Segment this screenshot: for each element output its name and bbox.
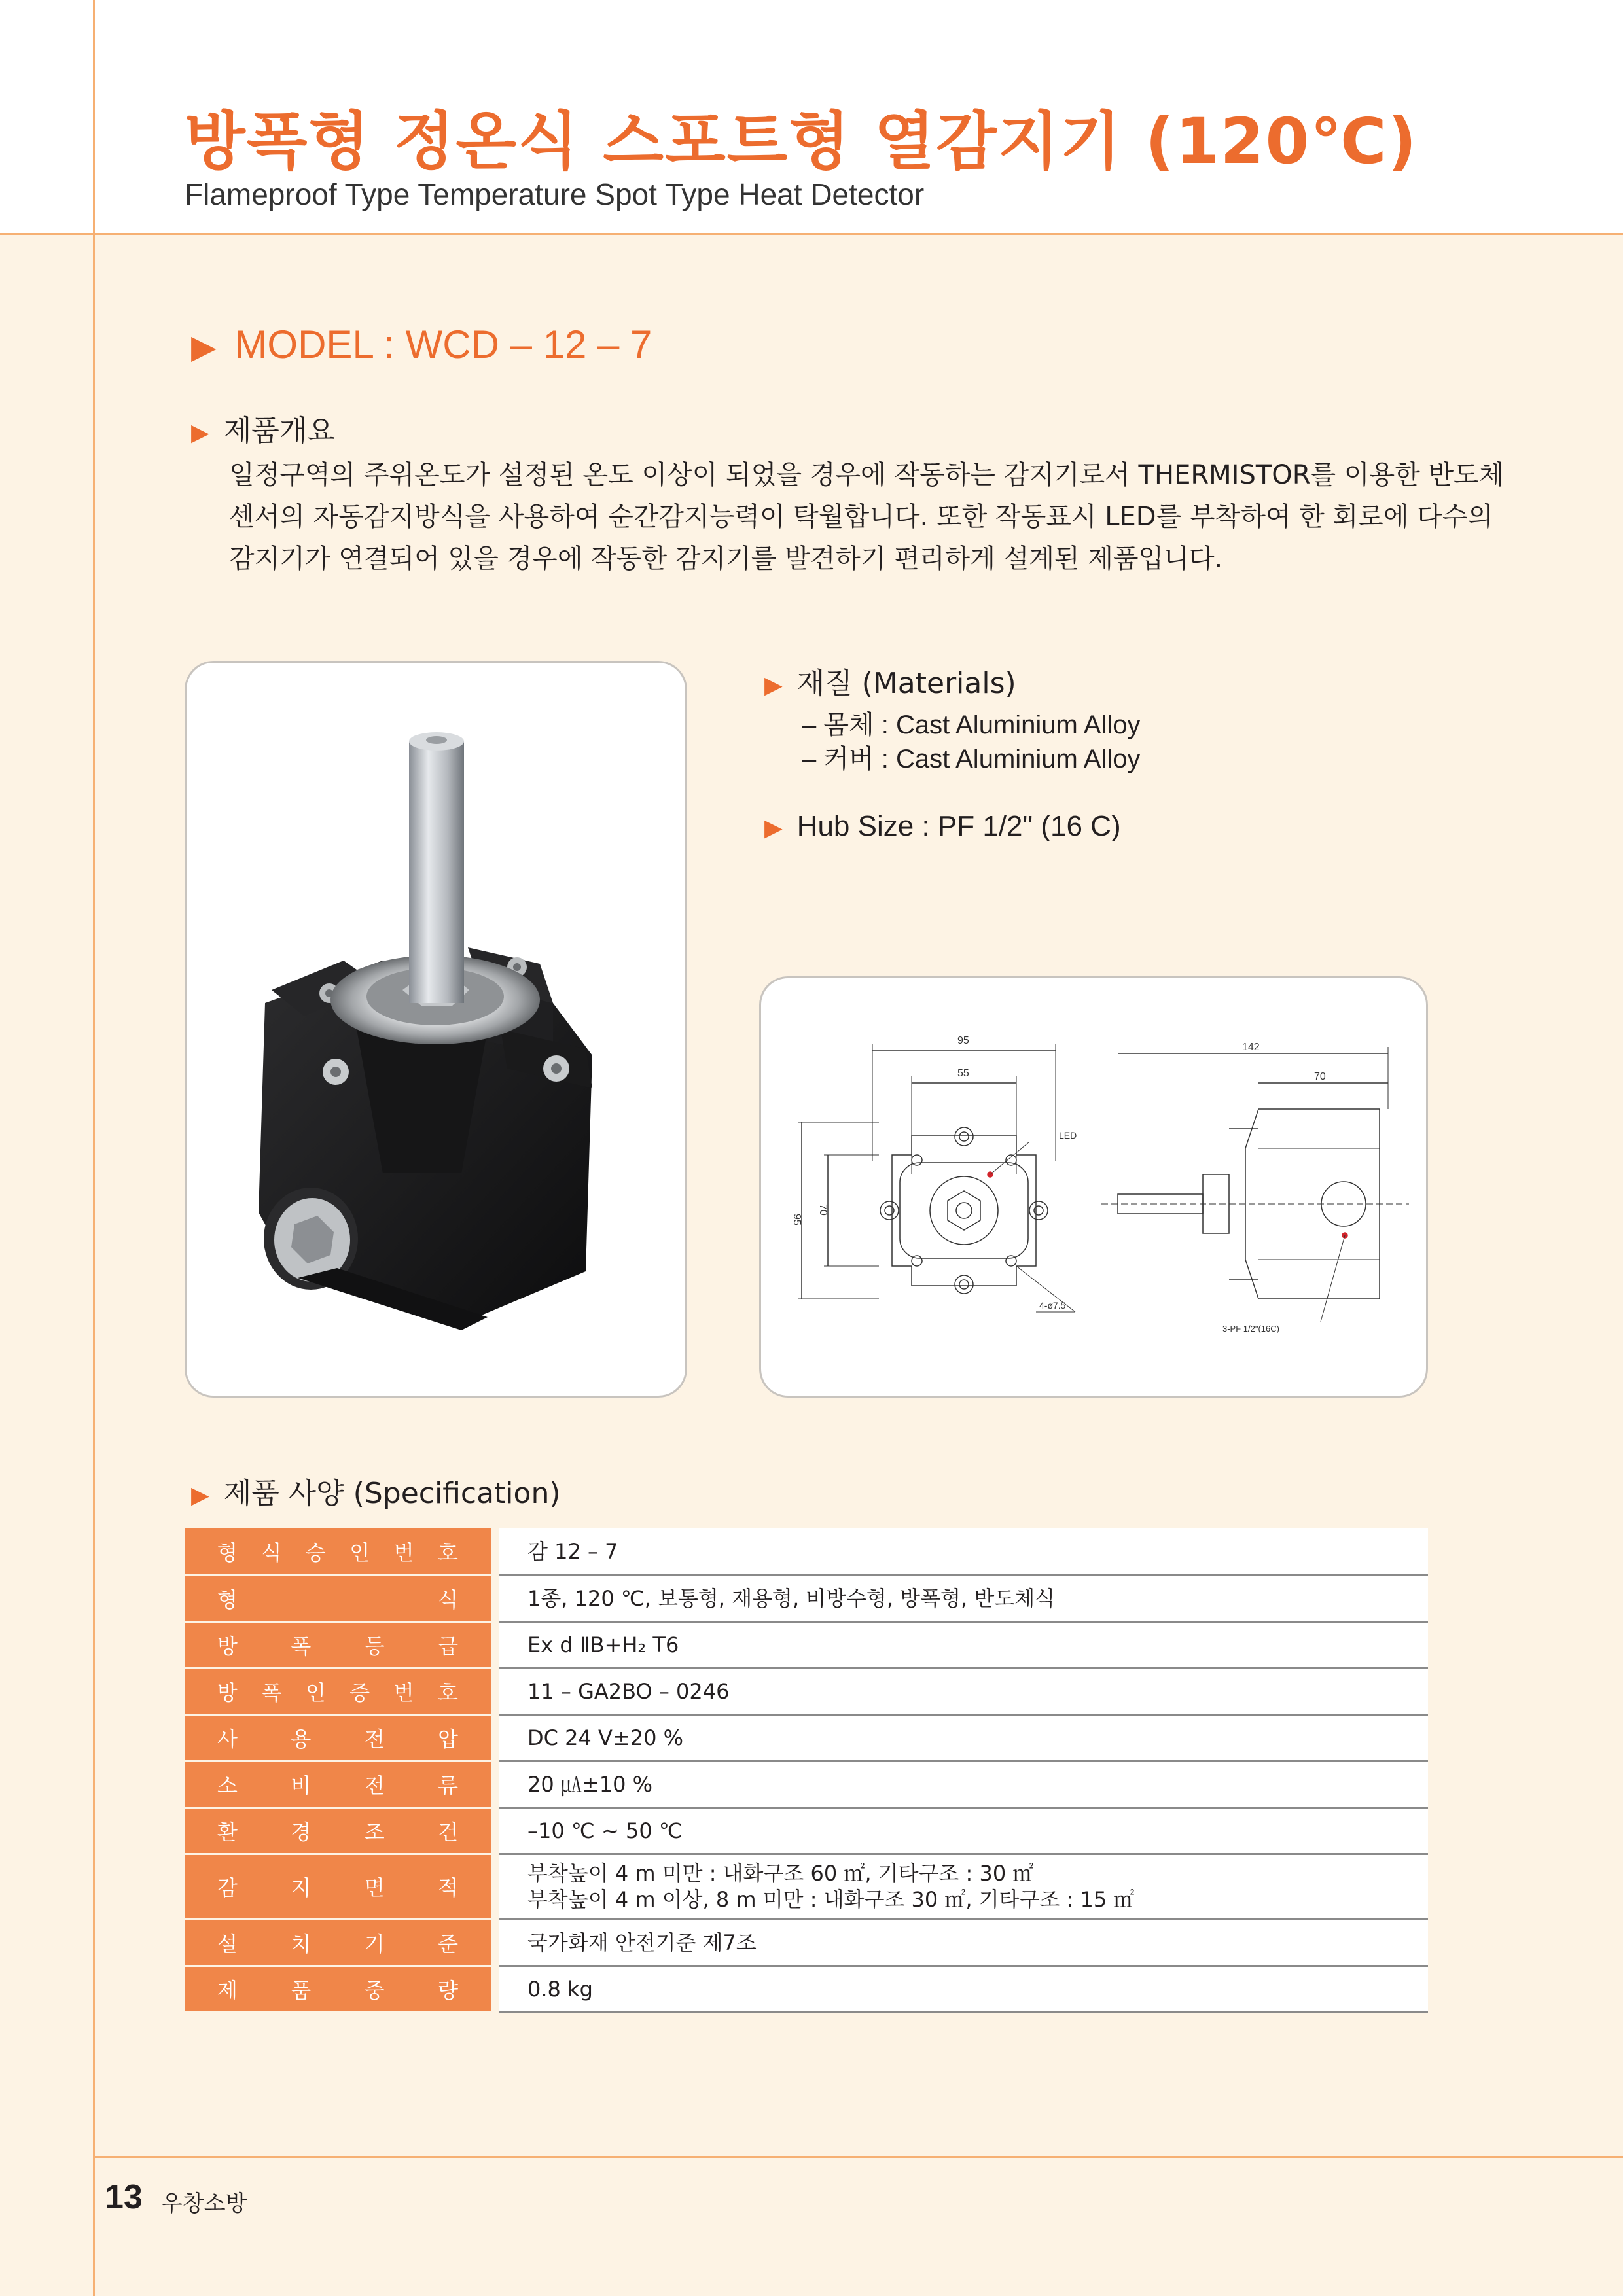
spec-label: [185, 1714, 491, 1761]
led-label: LED: [1059, 1130, 1077, 1140]
overview-line: 감지기가 연결되어 있을 경우에 작동한 감지기를 발견하기 편리하게 설계된 제품입니다.: [229, 544, 1223, 574]
model-heading: [191, 322, 652, 367]
spec-label: [185, 1668, 491, 1714]
spec-label-char: 인: [305, 1680, 326, 1705]
front-view-center: [956, 1203, 972, 1218]
spec-label: [185, 1621, 491, 1668]
spec-label-char: 폭: [291, 1633, 312, 1659]
mount-hole: [1029, 1201, 1048, 1220]
company-name: 우창소방: [161, 2191, 247, 2217]
spec-label: [185, 1807, 491, 1854]
spec-value: [499, 1919, 1428, 1966]
spec-label-char: 감: [217, 1875, 238, 1900]
spec-label-char: 등: [364, 1633, 385, 1659]
spec-value: [499, 1761, 1428, 1807]
spec-value-line: 부착높이 4 m 이상, 8 m 미만 : 내화구조 30 ㎡, 기타구조 : 15 ㎡: [527, 1887, 1135, 1912]
spec-label-char: 방: [217, 1633, 238, 1659]
mount-hole: [1034, 1206, 1043, 1215]
page-subtitle: Flameproof Type Temperature Spot Type Heat Detector: [185, 177, 925, 211]
spec-label-char: 기: [364, 1931, 385, 1956]
spec-label: [185, 1761, 491, 1807]
dim-label: 95: [791, 1214, 802, 1226]
spec-value-line: Ex d ⅡB+H₂ T6: [527, 1632, 679, 1657]
materials-item: – 몸체 : Cast Aluminium Alloy: [802, 711, 1141, 739]
spec-label-char: 증: [349, 1680, 370, 1705]
dim-label: 55: [957, 1068, 969, 1079]
spec-value: [499, 1528, 1428, 1575]
spec-value-line: 1종, 120 ℃, 보통형, 재용형, 비방수형, 방폭형, 반도체식: [527, 1585, 1056, 1611]
overview-text: [229, 454, 1505, 580]
model-text: MODEL : WCD – 12 – 7: [234, 323, 652, 366]
screw-hole: [912, 1155, 922, 1165]
spec-label-char: 지: [291, 1875, 312, 1900]
front-view-ring: [930, 1176, 998, 1245]
spec-row: [185, 1919, 1428, 1966]
spec-label-char: 적: [438, 1875, 458, 1900]
materials-list: [802, 708, 1140, 776]
spec-gap: [491, 1966, 499, 2012]
spec-label-char: 조: [364, 1819, 385, 1845]
spec-label-char: 면: [364, 1875, 385, 1900]
holes-label: 4-ø7.5: [1039, 1300, 1066, 1311]
spec-label-char: 번: [393, 1680, 414, 1705]
overview-heading: [191, 407, 335, 449]
spec-value-line: 국가화재 안전기준 제7조: [527, 1930, 757, 1955]
spec-heading-text: 제품 사양 (Specification): [223, 1477, 561, 1510]
mount-hole: [955, 1127, 973, 1146]
triangle-bullet-icon: ▶: [764, 814, 783, 841]
spec-label-char: 형: [217, 1540, 238, 1565]
spec-label-char: 압: [438, 1726, 458, 1752]
footer-divider: [93, 2156, 1623, 2158]
page-title: 방폭형 정온식 스포트형 열감지기 (120℃): [185, 105, 1418, 178]
materials-heading: [764, 660, 1016, 701]
dimension-drawing: [761, 978, 1428, 1398]
spec-row: [185, 1621, 1428, 1668]
spec-label: [185, 1528, 491, 1575]
spec-value-line: DC 24 V±20 %: [527, 1725, 684, 1750]
hub-size-heading: [764, 810, 1121, 843]
dimension-drawing-frame: [759, 976, 1428, 1398]
product-photo-frame: [185, 661, 687, 1398]
spec-gap: [491, 1919, 499, 1966]
materials-heading-text: 재질 (Materials): [796, 667, 1016, 700]
spec-gap: [491, 1807, 499, 1854]
mount-hole: [959, 1132, 969, 1141]
leader-line: [1321, 1235, 1345, 1322]
hub-note-label: 3-PF 1/2"(16C): [1222, 1324, 1279, 1333]
spec-table-body: [185, 1528, 1428, 2012]
spec-label: [185, 1575, 491, 1621]
spec-value-line: 0.8 kg: [527, 1976, 593, 2002]
triangle-bullet-icon: ▶: [764, 672, 783, 699]
screw-hole: [912, 1256, 922, 1266]
spec-label-char: 준: [438, 1931, 458, 1956]
spec-value: [499, 1621, 1428, 1668]
spec-label-char: 용: [291, 1726, 312, 1752]
mount-hole: [885, 1206, 894, 1215]
spec-value: [499, 1807, 1428, 1854]
spec-label-char: 승: [305, 1540, 326, 1565]
spec-gap: [491, 1714, 499, 1761]
spec-label-char: 방: [217, 1680, 238, 1705]
spec-label-char: 호: [438, 1680, 458, 1705]
mount-hole: [880, 1201, 899, 1220]
spec-row: [185, 1807, 1428, 1854]
spec-label-char: 형: [217, 1587, 238, 1612]
dim-label: 95: [957, 1035, 969, 1046]
spec-label-char: 호: [438, 1540, 458, 1565]
spec-label-char: 설: [217, 1931, 238, 1956]
spec-label-char: 사: [217, 1726, 238, 1752]
materials-item: – 커버 : Cast Aluminium Alloy: [802, 745, 1141, 773]
spec-gap: [491, 1528, 499, 1575]
spec-value-line: 20 ㎂±10 %: [527, 1771, 653, 1797]
spec-value-line: 감 12 – 7: [527, 1538, 618, 1564]
spec-label-char: 환: [217, 1819, 238, 1845]
overview-line: 일정구역의 주위온도가 설정된 온도 이상이 되었을 경우에 작동하는 감지기로서 THERMISTOR를 이용한 반도체: [229, 460, 1505, 490]
spec-value: [499, 1966, 1428, 2012]
spec-label: [185, 1854, 491, 1919]
spec-label: [185, 1966, 491, 2012]
spec-label-char: 폭: [261, 1680, 282, 1705]
spec-table: [185, 1528, 1428, 2013]
spec-label-char: 인: [349, 1540, 370, 1565]
hub-size-text: Hub Size : PF 1/2" (16 C): [796, 810, 1121, 842]
front-view-outline: [892, 1135, 1036, 1286]
spec-label-char: 번: [393, 1540, 414, 1565]
spec-label-char: 치: [291, 1931, 312, 1956]
margin-rule: [93, 0, 95, 2296]
header-divider: [0, 233, 1623, 235]
spec-value-line: 부착높이 4 m 미만 : 내화구조 60 ㎡, 기타구조 : 30 ㎡: [527, 1861, 1034, 1886]
dim-label: 70: [1314, 1071, 1326, 1082]
spec-value: [499, 1714, 1428, 1761]
spec-label-char: 비: [291, 1773, 312, 1798]
spec-value: [499, 1575, 1428, 1621]
spec-row: [185, 1966, 1428, 2012]
spec-label-char: 품: [291, 1977, 312, 2003]
overview-heading-text: 제품개요: [223, 414, 335, 448]
screw-hole: [1006, 1256, 1016, 1266]
spec-label-char: 중: [364, 1977, 385, 2003]
spec-label-char: 식: [438, 1587, 458, 1612]
spec-label-char: 류: [438, 1773, 458, 1798]
spec-label-char: 제: [217, 1977, 238, 2003]
spec-label-char: 식: [261, 1540, 282, 1565]
spec-row: [185, 1761, 1428, 1807]
spec-row: [185, 1714, 1428, 1761]
spec-gap: [491, 1668, 499, 1714]
spec-label: [185, 1919, 491, 1966]
spec-label-char: 소: [217, 1773, 238, 1798]
spec-gap: [491, 1621, 499, 1668]
spec-heading: [191, 1470, 561, 1511]
triangle-bullet-icon: ▶: [191, 328, 217, 365]
spec-row: [185, 1668, 1428, 1714]
spec-gap: [491, 1575, 499, 1621]
mount-hole: [955, 1275, 973, 1294]
dim-label: 142: [1242, 1042, 1260, 1053]
spec-row: [185, 1575, 1428, 1621]
triangle-bullet-icon: ▶: [191, 419, 209, 446]
spec-value: [499, 1668, 1428, 1714]
spec-label-char: 경: [291, 1819, 312, 1845]
front-view-hex: [948, 1191, 980, 1230]
product-photo: [187, 663, 687, 1398]
overview-line: 센서의 자동감지방식을 사용하여 순간감지능력이 탁월합니다. 또한 작동표시 LED를 부착하여 한 회로에 다수의: [229, 502, 1493, 532]
triangle-bullet-icon: ▶: [191, 1482, 209, 1509]
page-number: 13: [105, 2178, 143, 2216]
spec-label-char: 량: [438, 1977, 458, 2003]
spec-value: [499, 1854, 1428, 1919]
spec-value-line: –10 ℃ ~ 50 ℃: [527, 1818, 683, 1843]
mount-hole: [959, 1280, 969, 1289]
spec-label-char: 전: [364, 1773, 385, 1798]
spec-label-char: 건: [438, 1819, 458, 1845]
spec-row: [185, 1854, 1428, 1919]
spec-label-char: 급: [438, 1633, 458, 1659]
spec-gap: [491, 1761, 499, 1807]
front-view-inner: [900, 1163, 1028, 1258]
spec-label-char: 전: [364, 1726, 385, 1752]
dim-label: 70: [817, 1204, 829, 1216]
spec-value-line: 11 – GA2BO – 0246: [527, 1678, 730, 1704]
spec-gap: [491, 1854, 499, 1919]
spec-row: [185, 1528, 1428, 1575]
